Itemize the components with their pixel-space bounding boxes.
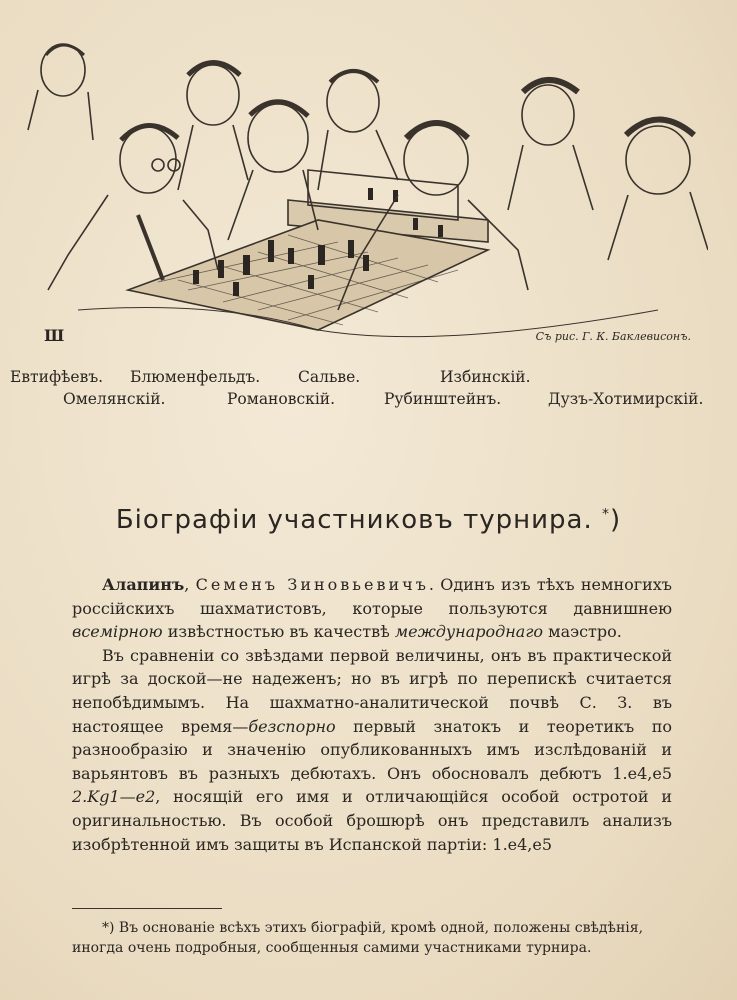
heading-footnote-mark: * bbox=[602, 506, 610, 523]
biography-text bbox=[72, 573, 672, 856]
caption-name: Дузъ-Хотимирскій. bbox=[548, 390, 704, 408]
caption-name: Рубинштейнъ. bbox=[384, 390, 502, 408]
section-heading bbox=[0, 505, 737, 535]
caption-name: Евтифѣевъ. bbox=[10, 368, 104, 386]
surname: Алапинъ bbox=[102, 575, 185, 594]
caption-names bbox=[0, 368, 737, 418]
footnote-rule bbox=[72, 908, 222, 909]
illustration-credit: Съ рис. Г. К. Баклевисонъ. bbox=[535, 330, 691, 343]
paragraph: Въ сравненіи со звѣздами первой величины, онъ въ практической игрѣ за доской—не надеженъ; но въ игрѣ по перепискѣ считается непобѣдимымъ. На шахматно-аналитической почвѣ С. З. въ настоящее время—безспорно первый знатокъ и теоретикъ по разнообразію и значенію опубликованныхъ имъ изслѣдованій и варьянтовъ въ разныхъ дебютахъ. Онъ обосновалъ дебютъ 1.e4,e5 2.Kg1—e2, носящій его имя и отличающійся особой остротой и оригинальностью. Въ особой брошюрѣ онъ представилъ анализъ изобрѣтенной имъ защиты въ Испанской партіи: 1.e4,e5 bbox=[72, 645, 673, 854]
paragraph: Алапинъ, Семенъ Зиновьевичъ. Одинъ изъ тѣхъ немногихъ россійскихъ шахматистовъ, которые пользуются давнишнею всемірною извѣстностью въ качествѣ международнаго маэстро. bbox=[72, 575, 672, 642]
monogram: Ш bbox=[44, 326, 65, 345]
caption-name: Избинскій. bbox=[440, 368, 531, 386]
heading-text: Біографіи участниковъ турнира. bbox=[115, 505, 602, 535]
caption-name: Романовскій. bbox=[227, 390, 336, 408]
given-names: Семенъ Зиновьевичъ bbox=[195, 575, 429, 594]
footnote: *) Въ основаніе всѣхъ этихъ біографій, кромѣ одной, положены свѣдѣнія, иногда очень подробныя, сообщенныя самими участниками турнира. bbox=[72, 920, 644, 956]
caption-name: Сальве. bbox=[298, 368, 361, 386]
heading-paren: ) bbox=[610, 505, 622, 535]
caption-name: Блюменфельдъ. bbox=[130, 368, 261, 386]
caption-name: Омелянскій. bbox=[63, 390, 166, 408]
chess-tournament-illustration bbox=[18, 20, 708, 350]
